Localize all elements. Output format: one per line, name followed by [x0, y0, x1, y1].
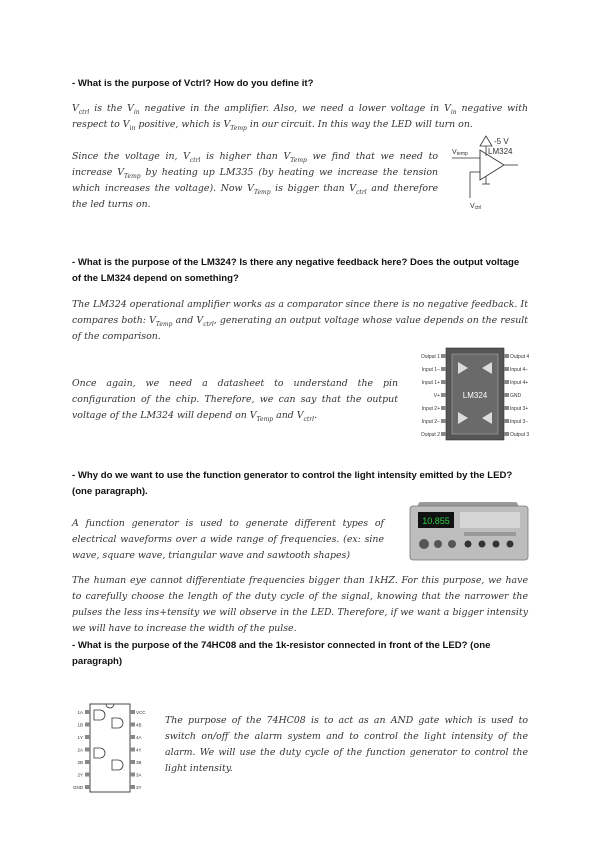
ic-notch [106, 704, 114, 708]
lm324-right-pin-label: Input 4+ [510, 380, 529, 386]
paragraph-function-generator: A function generator is used to generate different types of electrical waveforms over a wide range of frequencies. (ex: sine wave, square wave, triangular wave and sawtooth shapes) [72, 518, 384, 561]
lm324-right-pin-7 [504, 432, 509, 436]
hc08-right-pin-7 [130, 785, 135, 789]
hc08-right-pin-5 [130, 760, 135, 764]
lm324-right-pin-1 [504, 354, 509, 358]
question-function-generator: - Why do we want to use the function generator to control the light intensity emitted by the LED? (one paragraph). [72, 470, 513, 497]
hc08-right-pin-3 [130, 735, 135, 739]
hc08-right-pin-4 [130, 748, 135, 752]
and-gate-2-icon [94, 748, 105, 758]
lm324-left-pin-label: Input 1+ [421, 380, 440, 386]
hc08-left-pin-4 [85, 748, 90, 752]
lm324-left-pin-label: Input 1− [421, 367, 440, 373]
hc08-left-pin-label: 2B [77, 760, 83, 765]
lm324-left-pin-4 [441, 393, 446, 397]
hc08-left-pin-label: 2A [77, 747, 83, 753]
lm324-right-pin-3 [504, 380, 509, 384]
hc08-right-pin-label: 4A [136, 735, 142, 740]
hc08-left-pin-label: 1Y [77, 735, 83, 740]
lm324-right-pin-label: Output 3 [510, 432, 530, 438]
paragraph-lm324-comparator: The LM324 operational amplifier works as a comparator since there is no negative feedback. It compares both: $V_{Temp}$ and $V_{ctrl}$, generating an output voltage whose value depends on the result of the comparison. [72, 299, 529, 342]
and-gate-3-icon [112, 760, 123, 770]
lm324-right-pin-5 [504, 406, 509, 410]
lm324-left-pin-6 [441, 419, 446, 423]
question-vctrl: - What is the purpose of Vctrl? How do you define it? [72, 78, 314, 89]
paragraph-lm324-pinout: Once again, we need a datasheet to understand the pin configuration of the chip. Therefore, we can say that the output voltage of the LM324 will depend on $V_{Temp}$ and $V_{ctrl}$. [72, 378, 398, 423]
lm324-left-pin-label: Input 2− [421, 419, 440, 425]
knob-icon [419, 539, 429, 549]
lm324-left-pin-label: Output 2 [420, 432, 440, 438]
question-74hc08: - What is the purpose of the 74HC08 and the 1k-resistor connected in front of the LED? (one paragraph) [72, 640, 491, 667]
hc08-left-pin-2 [85, 723, 90, 727]
vctrl-label: Vctrl [470, 203, 482, 211]
lm324-left-pin-label: V+ [433, 393, 440, 399]
hc08-left-pin-7 [85, 785, 90, 789]
lm324-left-pin-7 [441, 432, 446, 436]
paragraph-vctrl-definition: $V_{ctrl}$ is the $V_{in}$ negative in the amplifier. Also, we need a lower voltage in $V_{in}$ negative with respect to $V_{in}$ positive, which is $V_{Temp}$ in our circuit. In this way the LED will turn on. [72, 103, 529, 132]
lm324-left-pin-label: Output 1 [420, 354, 440, 360]
lm324-left-pin-label: Input 2+ [421, 406, 440, 412]
supply-arrow-icon [480, 136, 492, 146]
hc08-left-pin-1 [85, 710, 90, 714]
lm324-right-pin-label: Input 3+ [510, 406, 529, 412]
lm324-left-pin-1 [441, 354, 446, 358]
hc08-right-pin-6 [130, 773, 135, 777]
lm324-right-pin-label: GND [510, 393, 522, 399]
hc08-right-pin-label: 4B [136, 722, 142, 728]
question-lm324: - What is the purpose of the LM324? Is there any negative feedback here? Does the output voltage of the LM324 depend on something? [72, 257, 520, 284]
lm324-right-pin-label: Output 4 [510, 354, 530, 360]
and-gate-4-icon [112, 718, 123, 728]
opamp-label: LM324 [488, 147, 513, 156]
hc08-right-pin-label: 3Y [136, 785, 142, 790]
paragraph-74hc08: The purpose of the 74HC08 is to act as an AND gate which is used to switch on/off the alarm system and to control the light intensity of the alarm. We will use the duty cycle of the function generator to control the light intensity. [165, 715, 528, 774]
hc08-right-pin-label: 4Y [136, 747, 142, 753]
lm324-right-pin-label: Input 4− [510, 367, 529, 373]
lm324-left-pin-2 [441, 367, 446, 371]
display-readout: 10.855 [422, 516, 450, 526]
hc08-right-pin-label: 3A [136, 772, 142, 778]
hc08-right-pin-2 [130, 723, 135, 727]
paragraph-vctrl-heating: Since the voltage in, $V_{ctrl}$ is higher than $V_{Temp}$ we find that we need to increase $V_{Temp}$ by heating up LM335 (by heating we increase the tension which increases the voltage). Now $V_{Temp}$ is bigger than $V_{ctrl}$ and therefore the led turns on. [72, 151, 439, 210]
lm324-right-pin-4 [504, 393, 509, 397]
hc08-left-pin-label: 1A [77, 710, 83, 715]
74hc08-ic-diagram [70, 700, 150, 800]
function-generator-image [408, 500, 530, 562]
hc08-right-pin-label: 3B [136, 760, 142, 765]
lm324-chip-label: LM324 [462, 391, 488, 400]
hc08-right-pin-1 [130, 710, 135, 714]
hc08-left-pin-5 [85, 760, 90, 764]
hc08-left-pin-label: 1B [77, 722, 83, 728]
lm324-pinout-diagram [410, 346, 542, 442]
vtemp-label: Vtemp [452, 149, 468, 157]
lm324-right-pin-label: Input 3− [510, 419, 529, 425]
lm324-left-pin-5 [441, 406, 446, 410]
hc08-left-pin-label: GND [73, 785, 83, 790]
and-gate-1-icon [94, 710, 105, 720]
paragraph-human-eye: The human eye cannot differentiate frequencies bigger than 1kHZ. For this purpose, we have to carefully choose the length of the duty cycle of the signal, knowing that the narrower the pulses the less ins+tensity we will observe in the LED. Therefore, if we want a bigger intensity we will have to increase the width of the pulse. [72, 575, 528, 634]
hc08-left-pin-3 [85, 735, 90, 739]
hc08-left-pin-label: 2Y [77, 772, 83, 778]
lm324-right-pin-6 [504, 419, 509, 423]
lm324-left-pin-3 [441, 380, 446, 384]
comparator-diagram [448, 132, 538, 214]
lm324-right-pin-2 [504, 367, 509, 371]
hc08-left-pin-6 [85, 773, 90, 777]
hc08-right-pin-label: VCC [136, 710, 146, 715]
supply-label: -5 V [494, 137, 509, 146]
